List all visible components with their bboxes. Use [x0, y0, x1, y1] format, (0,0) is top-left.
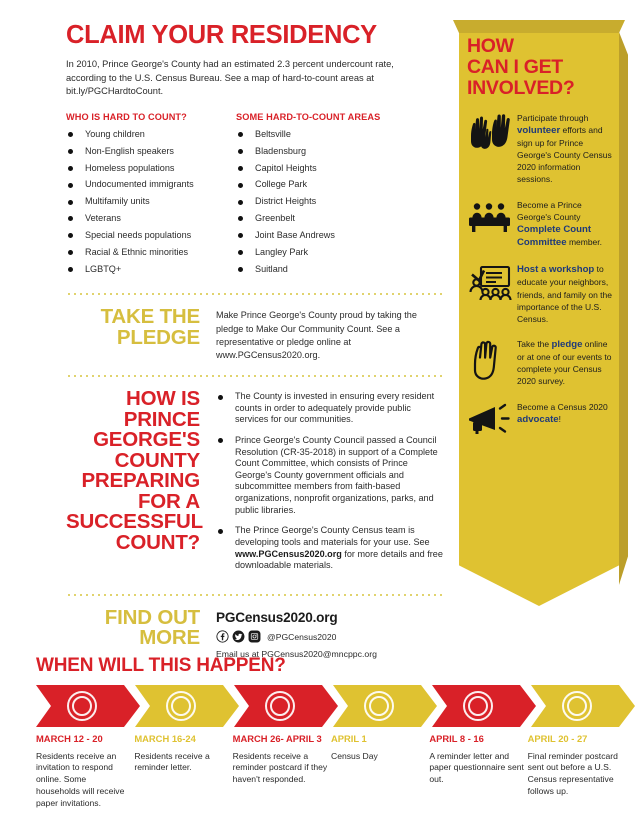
involved-item-volunteer	[467, 112, 613, 186]
find-out-more-heading	[66, 605, 216, 661]
timeline-step	[331, 734, 426, 810]
list-item: Young children	[66, 129, 236, 141]
timeline-chevron	[333, 685, 437, 727]
committee-text-pre: Become a Prince George's County	[517, 199, 582, 222]
preparing-bullet-3-post: for more details and free downloadable materials.	[235, 548, 443, 571]
timeline-step-description: Final reminder postcard sent out before a U.S. Census representative follows up.	[527, 750, 618, 797]
preparing-bullet-3	[216, 525, 444, 572]
list-item: Bladensburg	[236, 146, 436, 158]
committee-panel-icon	[467, 199, 517, 250]
preparing-heading-line-1: HOW IS	[126, 387, 200, 411]
timeline-step-date: APRIL 8 - 16	[429, 733, 484, 744]
timeline-chevron	[234, 685, 338, 727]
committee-keyword: Complete Count Committee	[517, 223, 592, 249]
preparing-heading-line-3: GEORGE'S	[93, 428, 200, 452]
timeline-ring-inner	[369, 696, 389, 716]
facebook-icon[interactable]	[216, 630, 229, 643]
timeline-step	[134, 734, 229, 810]
pledge-text-post: online or at one of our events to complete your Census 2020 survey.	[517, 338, 612, 387]
timeline-title: WHEN WILL THIS HAPPEN?	[36, 655, 286, 676]
megaphone-icon	[467, 401, 517, 440]
divider-dotted-2	[66, 375, 444, 377]
timeline-chevron	[531, 685, 635, 727]
list-item: Homeless populations	[66, 163, 236, 175]
intro-paragraph: In 2010, Prince George's County had an estimated 2.3 percent undercount rate, according to the U.S. Census Bureau. See a map of hard-to-count areas at bit.ly/PGCHardtoCount.	[66, 58, 394, 97]
take-the-pledge-heading	[66, 307, 216, 362]
take-the-pledge-body: Make Prince George's County proud by taking the pledge to Make Our Community Count. See a representative or pledge online at www.PGCensus2020.org.	[216, 310, 417, 360]
banner-title	[467, 36, 613, 99]
involved-item-committee-text	[517, 199, 613, 250]
involved-item-advocate	[467, 401, 613, 440]
timeline-chevron	[432, 685, 536, 727]
left-column	[66, 22, 444, 661]
take-the-pledge-section	[66, 307, 444, 362]
preparing-bullet-3-link[interactable]: www.PGCensus2020.org	[235, 548, 342, 559]
find-out-more-heading-line-2: MORE	[139, 626, 200, 650]
who-is-hard-to-count-heading: WHO IS HARD TO COUNT?	[66, 112, 187, 123]
timeline-step-description: Residents receive an invitation to respond online. Some households will receive paper invitations.	[36, 750, 125, 808]
banner-side-fold	[619, 32, 628, 602]
involved-item-advocate-text	[517, 401, 613, 440]
timeline-ring-inner	[72, 696, 92, 716]
raised-hand-icon	[467, 338, 517, 388]
list-item: District Heights	[236, 196, 436, 208]
hard-to-count-columns	[66, 112, 444, 280]
advocate-text-pre: Become a Census 2020	[517, 401, 608, 412]
pledge-text-pre: Take the	[517, 338, 552, 349]
list-item: Langley Park	[236, 247, 436, 259]
involved-item-volunteer-text	[517, 112, 613, 186]
list-item: Multifamily units	[66, 196, 236, 208]
timeline-step-date: MARCH 12 - 20	[36, 733, 103, 744]
pledge-heading-line-2: PLEDGE	[116, 325, 200, 349]
website-link[interactable]: PGCensus2020.org	[216, 609, 338, 625]
timeline-section	[36, 655, 626, 810]
instagram-icon[interactable]	[248, 630, 261, 643]
social-handle: @PGCensus2020	[267, 631, 337, 642]
preparing-bullet-2: Prince George's County Council passed a Council Resolution (CR-35-2018) in support of a Complete Count Committee, which consists of Prince George's County government officials and subcommittee members from faith-based organizations, nonprofit organizations, parks, and public libraries.	[216, 435, 444, 516]
list-item: Suitland	[236, 264, 436, 276]
timeline-step-date: MARCH 26- APRIL 3	[232, 733, 322, 744]
page-title: CLAIM YOUR RESIDENCY	[66, 21, 377, 49]
timeline-step-description: A reminder letter and paper questionnaire sent out.	[429, 750, 524, 785]
timeline-step-date: APRIL 20 - 27	[527, 733, 588, 744]
timeline-chevron	[135, 685, 239, 727]
involved-item-pledge-text	[517, 338, 613, 388]
preparing-heading-line-4: COUNTY	[114, 448, 200, 472]
timeline-step-description: Residents receive a reminder letter.	[134, 750, 210, 773]
find-out-more-section	[66, 605, 444, 661]
workshop-keyword: Host a workshop	[517, 263, 595, 275]
preparing-bullet-3-pre: The Prince George's County Census team is developing tools and materials for your use. See	[235, 525, 430, 547]
preparing-heading-line-7: SUCCESSFUL	[66, 510, 203, 534]
advocate-keyword: advocate	[517, 413, 559, 425]
banner-title-line-1: HOW	[467, 35, 514, 57]
timeline-step	[233, 734, 328, 810]
pledge-heading-line-1: TAKE THE	[100, 305, 200, 329]
timeline-chevrons	[36, 685, 626, 727]
banner-content	[467, 36, 613, 440]
list-item: Capitol Heights	[236, 163, 436, 175]
find-out-more-body	[216, 608, 444, 661]
preparing-heading	[66, 389, 216, 581]
who-is-hard-to-count-column	[66, 112, 236, 280]
list-item: Racial & Ethnic minorities	[66, 247, 236, 259]
timeline-step	[36, 734, 131, 810]
timeline-step-description: Census Day	[330, 750, 378, 761]
timeline-step-date: MARCH 16-24	[134, 733, 196, 744]
timeline-ring-inner	[171, 696, 191, 716]
preparing-section	[66, 389, 444, 581]
involved-item-pledge	[467, 338, 613, 388]
social-row	[216, 630, 444, 643]
list-item: Joint Base Andrews	[236, 230, 436, 242]
volunteer-keyword: volunteer	[517, 124, 561, 136]
timeline-step-description: Residents receive a reminder postcard if they haven't responded.	[232, 750, 328, 785]
timeline-ring-inner	[567, 696, 587, 716]
preparing-heading-line-6: FOR A	[137, 489, 200, 513]
get-involved-banner	[453, 20, 631, 635]
divider-dotted-3	[66, 594, 444, 596]
who-is-hard-to-count-list	[66, 129, 236, 275]
workshop-presentation-icon	[467, 263, 517, 325]
timeline-columns	[36, 734, 626, 810]
preparing-heading-line-2: PRINCE	[123, 407, 200, 431]
find-out-more-heading-line-1: FIND OUT	[104, 605, 200, 629]
hard-to-count-areas-column	[236, 112, 436, 280]
preparing-body	[216, 389, 444, 581]
workshop-text-post: to educate your neighbors, friends, and family on the importance of the U.S. Census.	[517, 263, 612, 324]
involved-item-committee	[467, 199, 613, 250]
timeline-chevron	[36, 685, 140, 727]
divider-dotted-1	[66, 293, 444, 295]
preparing-bullet-1: The County is invested in ensuring every resident counts in order to adequately provide public services for our communities.	[216, 391, 444, 426]
list-item: Beltsville	[236, 129, 436, 141]
list-item: College Park	[236, 179, 436, 191]
timeline-step-date: APRIL 1	[330, 733, 367, 744]
list-item: Undocumented immigrants	[66, 179, 236, 191]
timeline-step	[528, 734, 623, 810]
list-item: LGBTQ+	[66, 264, 236, 276]
involved-item-workshop	[467, 263, 613, 325]
banner-top-fold	[453, 20, 625, 33]
banner-title-line-3: INVOLVED?	[467, 76, 575, 99]
list-item: Non-English speakers	[66, 146, 236, 158]
list-item: Special needs populations	[66, 230, 236, 242]
timeline-ring-inner	[270, 696, 290, 716]
list-item: Greenbelt	[236, 213, 436, 225]
volunteer-text-pre: Participate through	[517, 112, 589, 123]
preparing-heading-line-8: COUNT?	[115, 530, 200, 554]
advocate-text-post: !	[558, 413, 561, 424]
volunteer-text-post: efforts and sign up for Prince George's County Census 2020 information sessions.	[517, 124, 612, 185]
twitter-icon[interactable]	[232, 630, 245, 643]
pledge-keyword: pledge	[551, 338, 583, 350]
timeline-ring-inner	[468, 696, 488, 716]
timeline-step	[429, 734, 524, 810]
committee-text-post: member.	[566, 237, 603, 248]
preparing-heading-line-5: PREPARING	[81, 469, 200, 493]
involved-item-workshop-text	[517, 263, 613, 325]
hard-to-count-areas-heading: SOME HARD-TO-COUNT AREAS	[236, 112, 381, 123]
hard-to-count-areas-list	[236, 129, 436, 275]
preparing-bullet-list	[216, 391, 444, 572]
list-item: Veterans	[66, 213, 236, 225]
raised-hands-icon	[467, 112, 517, 186]
banner-title-line-2: CAN I GET	[467, 55, 563, 78]
email-line[interactable]: Email us at PGCensus2020@mncppc.org	[216, 649, 377, 660]
